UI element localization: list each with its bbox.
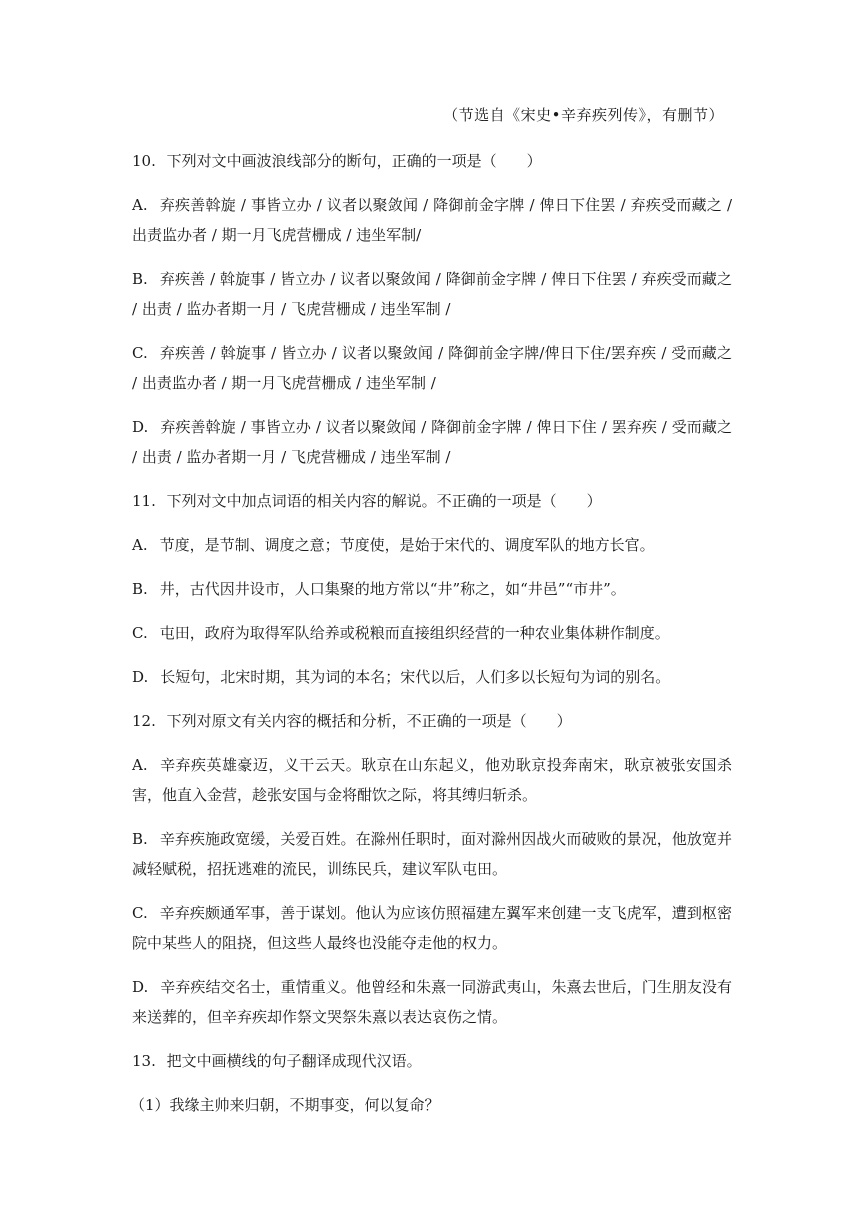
option-c [132,338,732,398]
question-number: 10. [132,152,156,170]
option-letter: A. [132,756,148,774]
option-letter: D. [132,668,149,686]
option-letter: C. [132,624,148,642]
question-10-stem [132,146,732,176]
option-a [132,530,732,560]
option-text: 辛弃疾颇通军事，善于谋划。他认为应该仿照福建左翼军来创建一支飞虎军，遭到枢密院中某些人的阻挠，但这些人最终也没能夺走他的权力。 [132,904,732,952]
option-letter: C. [132,904,148,922]
option-b [132,574,732,604]
option-letter: C. [132,344,148,362]
option-text: 弃疾善斡旋 / 事皆立办 / 议者以聚敛闻 / 降御前金字牌 / 俾日下住 / 罢弃疾 / 受而藏之 / 出责 / 监办者期一月 / 飞虎营栅成 / 违坐军制 / [132,418,732,466]
option-d [132,412,732,472]
option-letter: B. [132,580,148,598]
option-text: 弃疾善 / 斡旋事 / 皆立办 / 议者以聚敛闻 / 降御前金字牌 / 俾日下住罢 / 弃疾受而藏之 / 出责 / 监办者期一月 / 飞虎营栅成 / 违坐军制 / [132,270,732,318]
option-a [132,190,732,250]
question-text: 下列对原文有关内容的概括和分析，不正确的一项是（ ） [166,712,572,730]
question-number: 13. [132,1052,156,1070]
option-letter: D. [132,978,149,996]
option-text: 屯田，政府为取得军队给养或税粮而直接组织经营的一种农业集体耕作制度。 [159,624,670,642]
option-c [132,618,732,648]
option-a [132,750,732,810]
option-text: 弃疾善斡旋 / 事皆立办 / 议者以聚敛闻 / 降御前金字牌 / 俾日下住罢 / 弃疾受而藏之 / 出责监办者 / 期一月飞虎营栅成 / 违坐军制/ [132,196,732,244]
question-text: 下列对文中画波浪线部分的断句，正确的一项是（ ） [166,152,542,170]
option-letter: D. [132,418,149,436]
option-d [132,972,732,1032]
option-letter: A. [132,196,148,214]
option-letter: B. [132,270,148,288]
question-12-stem [132,706,732,736]
option-letter: A. [132,536,148,554]
question-text: 把文中画横线的句子翻译成现代汉语。 [166,1052,422,1070]
question-13-stem [132,1046,732,1076]
option-c [132,898,732,958]
option-text: 辛弃疾英雄豪迈，义干云天。耿京在山东起义，他劝耿京投奔南宋，耿京被张安国杀害，他直入金营，趁张安国与金将酣饮之际，将其缚归斩杀。 [132,756,732,804]
option-letter: B. [132,830,148,848]
option-text: 井，古代因井设市，人口集聚的地方常以“井”称之，如“井邑”“市井”。 [159,580,626,598]
option-text: 弃疾善 / 斡旋事 / 皆立办 / 议者以聚敛闻 / 降御前金字牌/俾日下住/罢弃疾 / 受而藏之 / 出责监办者 / 期一月飞虎营栅成 / 违坐军制 / [132,344,732,392]
question-number: 11. [132,492,156,510]
source-citation: （节选自《宋史•辛弃疾列传》，有删节） [443,106,724,124]
option-b [132,824,732,884]
option-b [132,264,732,324]
option-text: 辛弃疾结交名士，重情重义。他曾经和朱熹一同游武夷山，朱熹去世后，门生朋友没有来送葬的，但辛弃疾却作祭文哭祭朱熹以表达哀伤之情。 [132,978,732,1026]
option-text: 长短句，北宋时期，其为词的本名；宋代以后，人们多以长短句为词的别名。 [160,668,671,686]
translation-item-1: （1）我缘主帅来归朝，不期事变，何以复命？ [130,1096,440,1114]
option-text: 辛弃疾施政宽缓，关爱百姓。在滁州任职时，面对滁州因战火而破败的景况，他放宽并减轻赋税，招抚逃难的流民，训练民兵，建议军队屯田。 [132,830,732,878]
question-11-stem [132,486,732,516]
questions-body [132,146,732,1120]
question-number: 12. [132,712,156,730]
option-d [132,662,732,692]
option-text: 节度，是节制、调度之意；节度使，是始于宋代的、调度军队的地方长官。 [159,536,655,554]
question-text: 下列对文中加点词语的相关内容的解说。不正确的一项是（ ） [166,492,602,510]
